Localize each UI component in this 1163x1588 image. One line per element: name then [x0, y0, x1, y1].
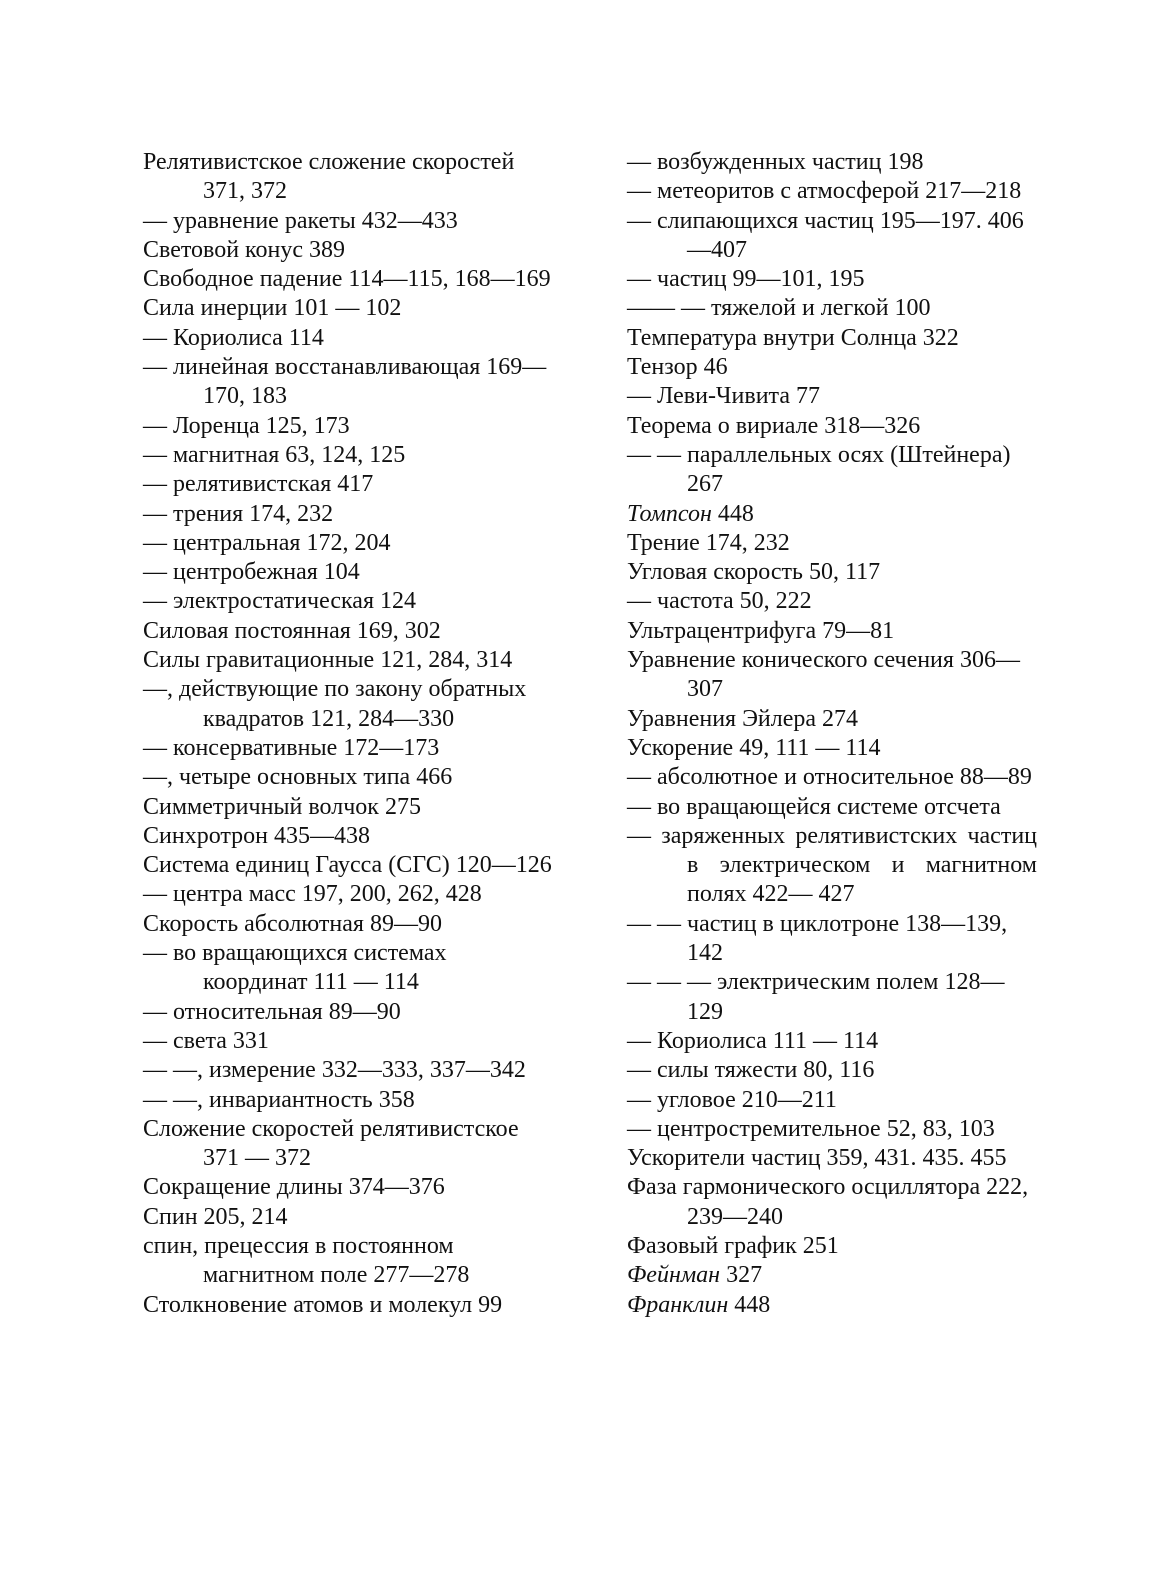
index-entry: — Кориолиса 114 — [143, 324, 324, 351]
page-refs: 327 — [720, 1262, 763, 1289]
index-entry: — консервативные 172—173 — [143, 734, 440, 761]
index-entry-person — [627, 500, 1037, 529]
index-entry: — относительная 89—90 — [143, 998, 401, 1025]
index-entry: Спин 205, 214 — [143, 1203, 288, 1230]
index-entry: Сокращение длины 374—376 — [143, 1174, 445, 1201]
index-column-left — [143, 148, 555, 1320]
index-entry-person — [627, 1261, 1037, 1290]
index-entry: Силы гравитационные 121, 284, 314 — [143, 647, 513, 674]
index-entry: — частота 50, 222 — [627, 588, 812, 615]
index-entry: Световой конус 389 — [143, 236, 345, 263]
index-entry: Угловая скорость 50, 117 — [627, 559, 881, 586]
index-entry: Релятивистское сложение скоростей 371, 372 — [143, 149, 515, 205]
person-name: Томпсон — [627, 500, 712, 527]
index-entry: — —, инвариантность 358 — [143, 1086, 415, 1113]
index-entry: — частиц 99—101, 195 — [627, 266, 865, 293]
page-refs: 448 — [728, 1291, 771, 1318]
index-entry: Теорема о вириале 318—326 — [627, 412, 921, 439]
page-refs: 448 — [711, 500, 754, 527]
index-entry: спин, прецессия в постоянном магнитном поле 277—278 — [143, 1232, 470, 1289]
index-entry-person — [627, 1291, 1037, 1320]
index-entry: — во вращающихся системах координат 111 — 114 — [143, 940, 447, 996]
index-entry: Ультрацентрифуга 79—81 — [627, 617, 895, 644]
index-entry: Ускорители частиц 359, 431. 435. 455 — [627, 1145, 1007, 1172]
index-entry: — магнитная 63, 124, 125 — [143, 441, 406, 468]
index-entry: — центростремительное 52, 83, 103 — [627, 1115, 995, 1142]
index-entry: —— — тяжелой и легкой 100 — [627, 295, 931, 322]
index-entry: — угловое 210—211 — [627, 1086, 837, 1113]
index-entry: — слипающихся частиц 195—197. 406—407 — [627, 207, 1024, 263]
person-name: Франклин — [627, 1291, 729, 1318]
index-entry: Столкновение атомов и молекул 99 — [143, 1291, 503, 1318]
index-entry: Система единиц Гаусса (СГС) 120—126 — [143, 852, 552, 879]
index-entry: Температура внутри Солнца 322 — [627, 324, 959, 351]
index-entry: — —, измерение 332—333, 337—342 — [143, 1057, 526, 1084]
index-entry: — абсолютное и относительное 88—89 — [627, 764, 1032, 791]
index-entry: —, действующие по закону обратных квадратов 121, 284—330 — [143, 676, 527, 732]
index-entry: — Кориолиса 111 — 114 — [627, 1027, 879, 1054]
index-entry: — света 331 — [143, 1027, 269, 1054]
index-entry: — Лоренца 125, 173 — [143, 412, 350, 439]
index-entry: — — — электрическим полем 128—129 — [627, 969, 1005, 1025]
index-entry: Уравнения Эйлера 274 — [627, 705, 859, 732]
index-entry: —, четыре основных типа 466 — [143, 764, 453, 791]
index-entry: — — частиц в циклотроне 138—139, 142 — [627, 910, 1008, 967]
index-entry: Сила инерции 101 — 102 — [143, 295, 402, 322]
index-entry: Симметричный волчок 275 — [143, 793, 421, 820]
index-entry: — метеоритов с атмосферой 217—218 — [627, 178, 1022, 205]
index-entry: — центра масс 197, 200, 262, 428 — [143, 881, 482, 908]
index-entry: — релятивистская 417 — [143, 471, 374, 498]
index-entry: — Леви-Чивита 77 — [627, 383, 820, 410]
index-entry: — силы тяжести 80, 116 — [627, 1057, 875, 1084]
person-name: Фейнман — [627, 1262, 721, 1289]
index-entry: Трение 174, 232 — [627, 529, 790, 556]
index-entry: — возбужденных частиц 198 — [627, 149, 924, 175]
index-entry: Скорость абсолютная 89—90 — [143, 910, 442, 937]
index-entry: — линейная восстанавливающая 169—170, 183 — [143, 354, 547, 410]
index-entry: Тензор 46 — [627, 354, 728, 381]
index-entry: Сложение скоростей релятивистское 371 — 372 — [143, 1115, 519, 1172]
index-entry: Уравнение конического сечения 306—307 — [627, 647, 1020, 703]
index-entry: Ускорение 49, 111 — 114 — [627, 734, 881, 761]
index-entry: — электростатическая 124 — [143, 588, 416, 615]
index-entry: — центральная 172, 204 — [143, 529, 391, 556]
index-entry: Синхротрон 435—438 — [143, 822, 371, 849]
index-column-right — [627, 148, 1037, 1320]
index-entry: — уравнение ракеты 432—433 — [143, 207, 458, 234]
index-entry: — центробежная 104 — [143, 559, 360, 586]
index-entry: Силовая постоянная 169, 302 — [143, 617, 441, 644]
index-entry: Фаза гармонического осциллятора 222, 239—240 — [627, 1174, 1029, 1230]
index-entry: — во вращающейся системе отсчета — [627, 793, 1001, 820]
index-entry: Фазовый график 251 — [627, 1232, 839, 1259]
index-entry: Свободное падение 114—115, 168—169 — [143, 266, 551, 293]
index-entry: — трения 174, 232 — [143, 500, 334, 527]
index-entry: — заряженных релятивистских частиц в электрическом и магнитном полях 422— 427 — [627, 822, 1037, 908]
index-entry: — — параллельных осях (Штейнера) 267 — [627, 441, 1011, 498]
